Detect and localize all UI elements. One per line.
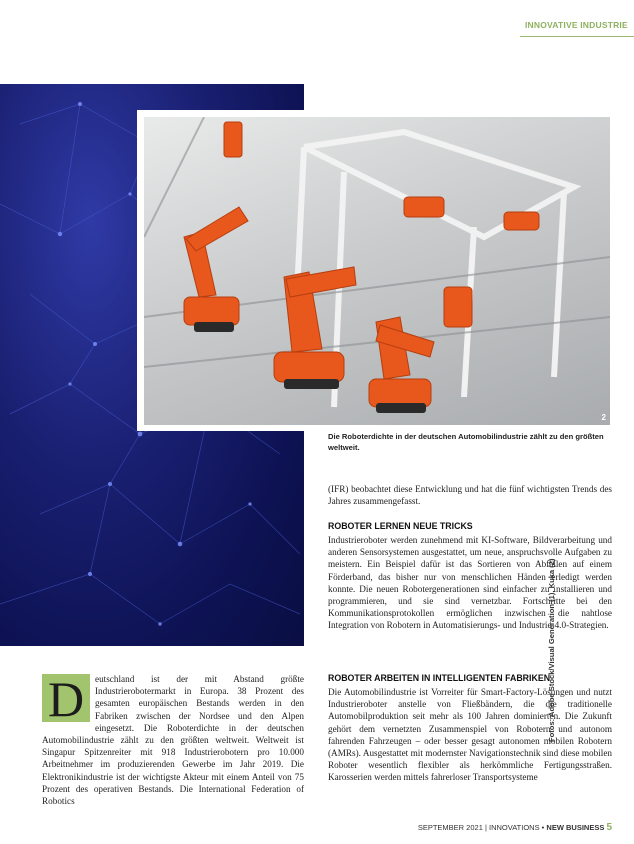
figure-2-frame [137,110,614,431]
footer-separator: | [484,823,487,832]
paragraph-1-text: Industrieroboter werden zunehmend mit KI-Software, Bildverarbeitung und anderen Sensorsystemen ausgestattet, um neue, anspruchsvolle Aufgaben zu meistern. Ein Beispiel dafür ist das Sortieren von Abfällen auf einem Förderband, das bisher nur von menschlichen Händen erledigt werden konnte. Die neuen Robotergenerationen sind einfacher zu installieren und programmieren, und sie sind vernetzbar. Fortschritte bei den Kommunikationsprotokollen ermöglichen inzwischen die nahtlose Integration von Robotern in Automatisierungs- und Industrie-4.0-Strategien. [328,535,612,631]
footer-brand: NEW BUSINESS [546,823,605,832]
figure-2-caption: Die Roboterdichte in der deutschen Automobilindustrie zählt zu den größten weltweit. [328,432,604,452]
robot-production-photo [144,117,610,425]
footer-bullet: • [541,823,545,832]
section-tag [520,16,634,37]
continuation-text: (IFR) beobachtet diese Entwicklung und hat die fünf wichtigsten Trends des Jahres zusammengefasst. [328,484,612,507]
continuation-paragraph [328,483,612,507]
section-label: INNOVATIVE INDUSTRIE [525,20,628,30]
drop-cap: D [42,674,90,722]
paragraph-2-text: Die Automobilindustrie ist Vorreiter für Smart-Factory-Lösungen und nutzt Industrieroboter anstelle von Fließbändern, die die traditionelle Automobilproduktion seit mehr als 100 Jahren dominierten. Die Zukunft gehört dem vernetzten Zusammenspiel von Robotern und autonom fahrenden Fahrzeugen – oder besser gesagt autonomen mobilen Robotern (AMRs). Ausgestattet mit modernster Navigationstechnik sind diese mobilen Roboter wesentlich flexibler als herkömmliche Fertigungsstraßen. Karosserien werden mittels fahrerloser Transportsysteme [328,687,612,783]
lead-text: eutschland ist der mit Abstand größte Industrierobotermarkt in Europa. 38 Prozent des gesamten europäischen Bestands werden in den Fabriken zwischen der Nordsee und den Alpen eingesetzt. Die Roboterdichte in der deutschen Automobilindustrie zählt zu den größten weltweit. Weltweit ist Singapur Spitzenreiter mit 918 Industrierobotern pro 10.000 Arbeitnehmer im produzierenden Gewerbe im Jahr 2019. Die Elektronikindustrie ist der wichtigste Akteur mit einem Anteil von 75 Prozent des operativen Bestands. Die International Federation of Robotics [42,674,304,807]
photo-credit: Fotos: Adobe Stock/Visual Generation (1), Kuka (2) [547,558,556,742]
subheading-2: ROBOTER ARBEITEN IN INTELLIGENTEN FABRIKEN [328,673,551,683]
footer-magazine: INNOVATIONS [489,823,540,832]
robot-arms-graphic [144,117,610,425]
figure-2-number: 2 [601,413,606,422]
page-number: 5 [606,822,612,833]
paragraph-2 [328,686,612,784]
subheading-1: ROBOTER LERNEN NEUE TRICKS [328,521,473,531]
page-footer [418,822,612,833]
paragraph-1 [328,534,612,632]
lead-paragraph [42,673,304,807]
footer-date: SEPTEMBER 2021 [417,823,483,832]
